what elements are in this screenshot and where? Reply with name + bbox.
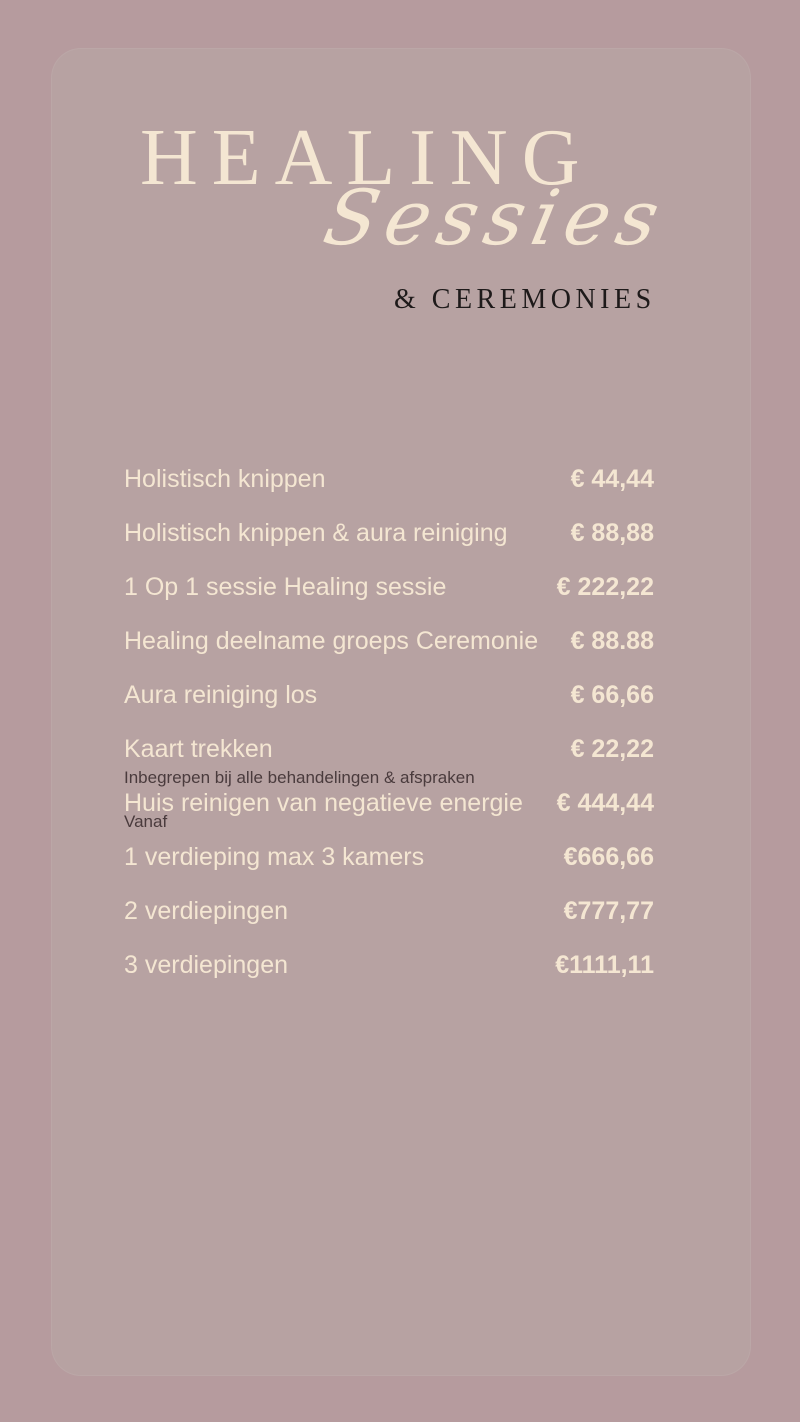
service-price: € 22,22 — [570, 735, 654, 763]
price-row — [124, 945, 654, 985]
price-row — [124, 783, 654, 823]
service-name: Huis reinigen van negatieve energie — [124, 789, 523, 817]
service-name: 1 Op 1 sessie Healing sessie — [124, 573, 447, 601]
title-healing: HEALING — [140, 114, 594, 202]
price-row — [124, 513, 654, 553]
service-name: 1 verdieping max 3 kamers — [124, 843, 425, 871]
price-row — [124, 675, 654, 715]
kaart-note: Inbegrepen bij alle behandelingen & afspraken — [124, 768, 475, 787]
service-name: 3 verdiepingen — [124, 951, 289, 979]
price-row — [124, 567, 654, 607]
service-price: € 88,88 — [570, 519, 654, 547]
title-sessies: Sessies — [316, 173, 675, 262]
service-name: Kaart trekken — [124, 735, 273, 763]
price-row — [124, 891, 654, 931]
price-row — [124, 621, 654, 661]
vanaf-note: Vanaf — [124, 812, 168, 831]
service-name: 2 verdiepingen — [124, 897, 289, 925]
service-price: € 444,44 — [556, 789, 654, 817]
service-price: € 222,22 — [556, 573, 654, 601]
service-price: € 66,66 — [570, 681, 654, 709]
price-row — [124, 729, 654, 769]
service-name: Aura reiniging los — [124, 681, 318, 709]
service-price: €666,66 — [563, 843, 654, 871]
price-row — [124, 837, 654, 877]
service-price: € 44,44 — [570, 465, 654, 493]
service-name: Holistisch knippen & aura reiniging — [124, 519, 508, 547]
title-ceremonies: & CEREMONIES — [394, 284, 656, 315]
service-price: €1111,11 — [555, 951, 654, 979]
price-row — [124, 459, 654, 499]
service-price: €777,77 — [563, 897, 654, 925]
service-name: Healing deelname groeps Ceremonie — [124, 627, 539, 655]
service-price: € 88.88 — [570, 627, 654, 655]
service-name: Holistisch knippen — [124, 465, 326, 493]
